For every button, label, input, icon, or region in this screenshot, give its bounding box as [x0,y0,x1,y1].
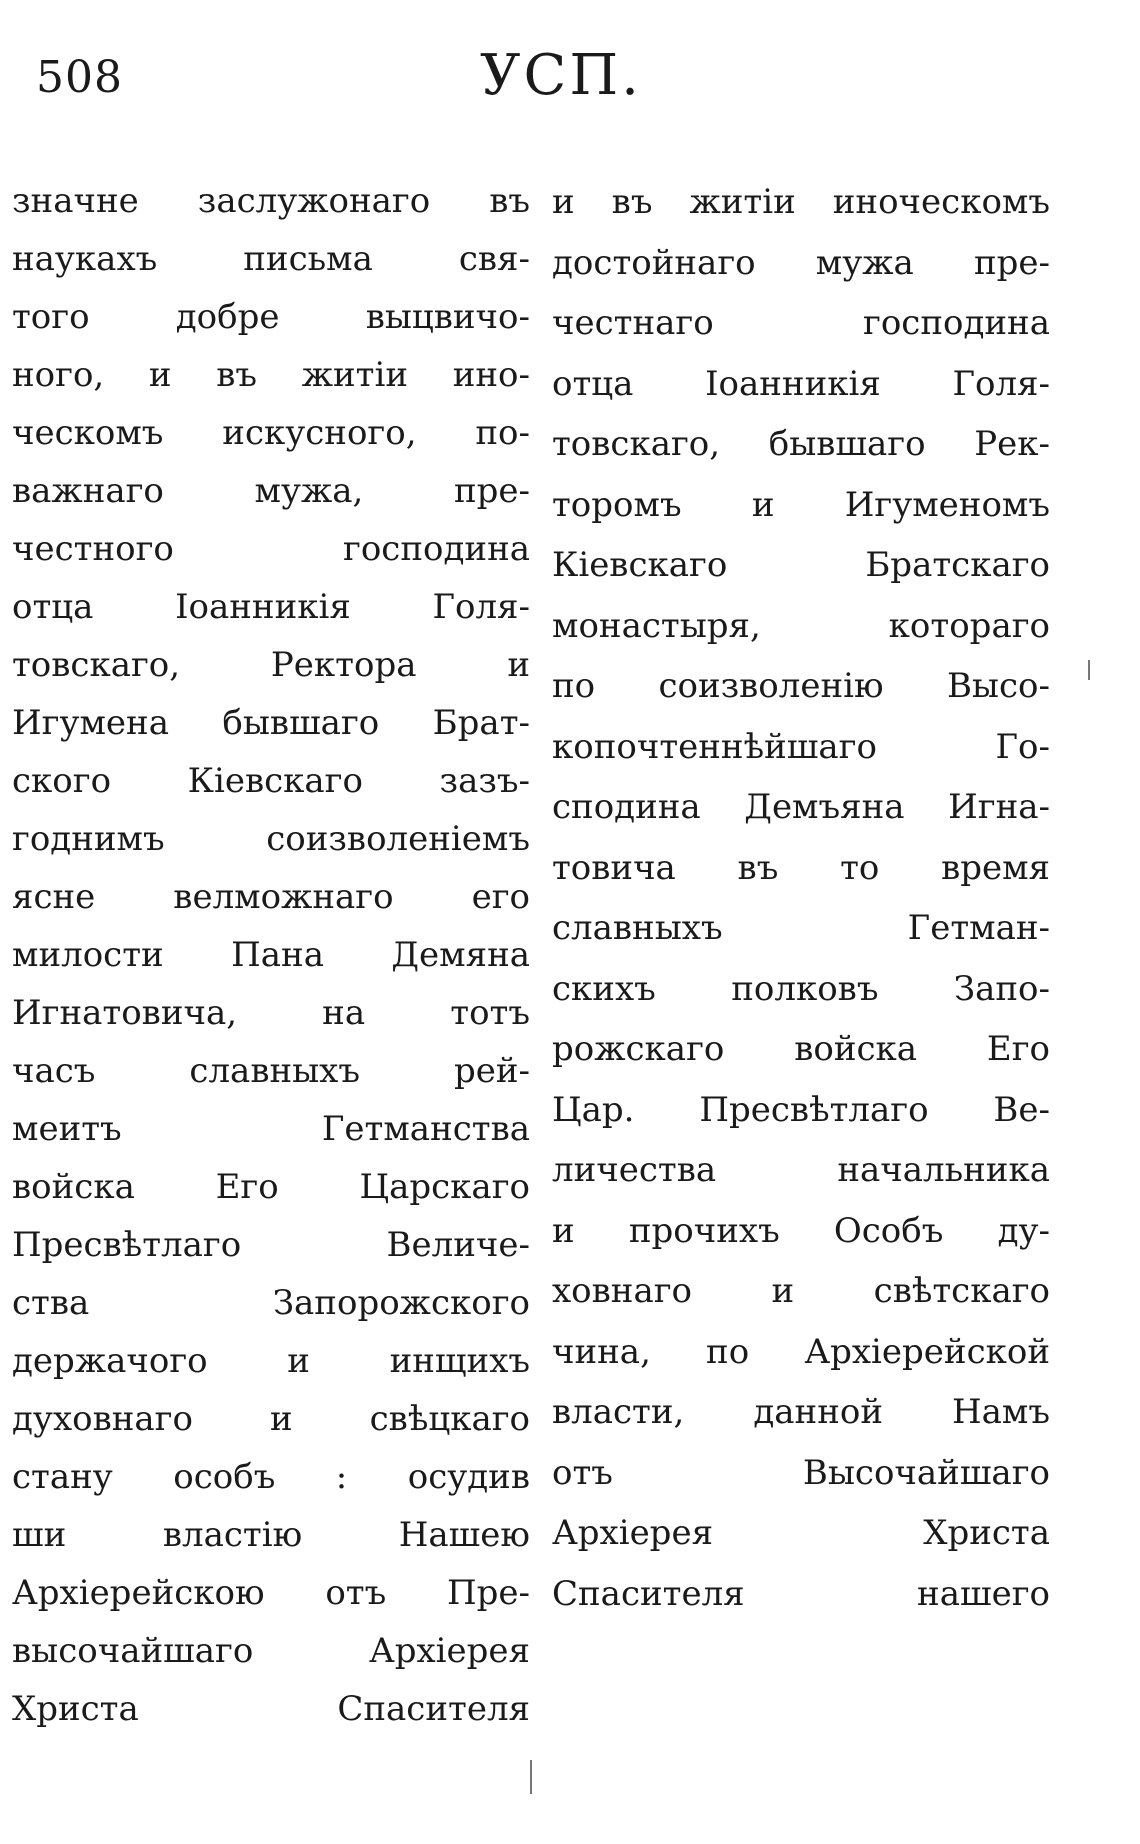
text-line: сподина Демъяна Игна- [552,787,1050,827]
text-line: наукахъ письма свя- [12,239,530,279]
text-line: славныхъ Гетман- [552,908,1050,948]
text-line: Пресвѣтлаго Величе- [12,1225,530,1265]
text-line: копочтеннѣйшаго Го- [552,726,1050,767]
text-line: ховнаго и свѣтскаго [552,1271,1050,1311]
text-line: меитъ Гетманства [12,1109,530,1149]
page-number: 508 [36,52,123,103]
text-line: часъ славныхъ рей- [12,1051,530,1091]
text-line: высочайшаго Архіерея [12,1631,530,1671]
text-line: Архіерейскою отъ Пре- [12,1573,530,1613]
text-line: чина, по Архіерейской [552,1331,1050,1372]
text-line: товскаго, бывшаго Рек- [552,424,1050,464]
text-line: того добре выцвичо- [12,297,530,337]
text-line: ства Запорожского [12,1283,530,1323]
text-line: ческомъ искусного, по- [12,413,530,453]
text-line: отца Іоанникія Голя- [552,363,1050,404]
text-line: Игнатовича, на тотъ [12,993,530,1033]
text-line: Кіевскаго Братскаго [552,545,1050,585]
text-line: товича въ то время [552,847,1050,888]
text-line: и прочихъ Особъ ду- [552,1210,1050,1251]
text-line: годнимъ соизволеніемъ [12,819,530,859]
text-line: войска Его Царскаго [12,1167,530,1207]
text-line: Цар. Пресвѣтлаго Ве- [552,1089,1050,1130]
text-line: Архіерея Христа [552,1513,1050,1553]
text-line: ши властію Нашею [12,1515,530,1555]
text-line: власти, данной Намъ [552,1392,1050,1432]
text-line: торомъ и Игуменомъ [552,484,1050,525]
text-line: Христа Спасителя [12,1689,530,1729]
text-line: честного господина [12,529,530,569]
text-line: важнаго мужа, пре- [12,471,530,511]
text-line: ского Кіевскаго зазъ- [12,761,530,801]
text-line: духовнаго и свѣцкаго [12,1399,530,1439]
text-line: достойнаго мужа пре- [552,242,1050,283]
text-line: по соизволенію Высо- [552,666,1050,706]
text-line: Спасителя нашего [552,1573,1050,1614]
text-line: честнаго господина [552,303,1050,343]
text-line: держачого и инщихъ [12,1341,530,1381]
running-head: УСП. [480,43,642,108]
text-line: личества начальника [552,1150,1050,1190]
text-line: стану особъ : осудив [12,1457,530,1497]
text-line: ясне велможнаго его [12,877,530,917]
scan-speck [530,1760,532,1794]
text-line: отъ Высочайшаго [552,1452,1050,1493]
left-column [12,172,530,1738]
text-line: и въ житіи иноческомъ [552,182,1050,222]
text-line: отца Іоанникія Голя- [12,587,530,627]
text-line: милости Пана Демяна [12,935,530,975]
right-column [552,172,1050,1624]
text-line: значне заслужонаго въ [12,181,530,221]
text-line: Игумена бывшаго Брат- [12,703,530,743]
text-line: рожскаго войска Его [552,1029,1050,1069]
scan-speck [1088,660,1090,680]
text-line: ного, и въ житіи ино- [12,355,530,395]
text-line: монастыря, котораго [552,605,1050,646]
text-line: скихъ полковъ Запо- [552,968,1050,1009]
text-line: товскаго, Ректора и [12,645,530,685]
